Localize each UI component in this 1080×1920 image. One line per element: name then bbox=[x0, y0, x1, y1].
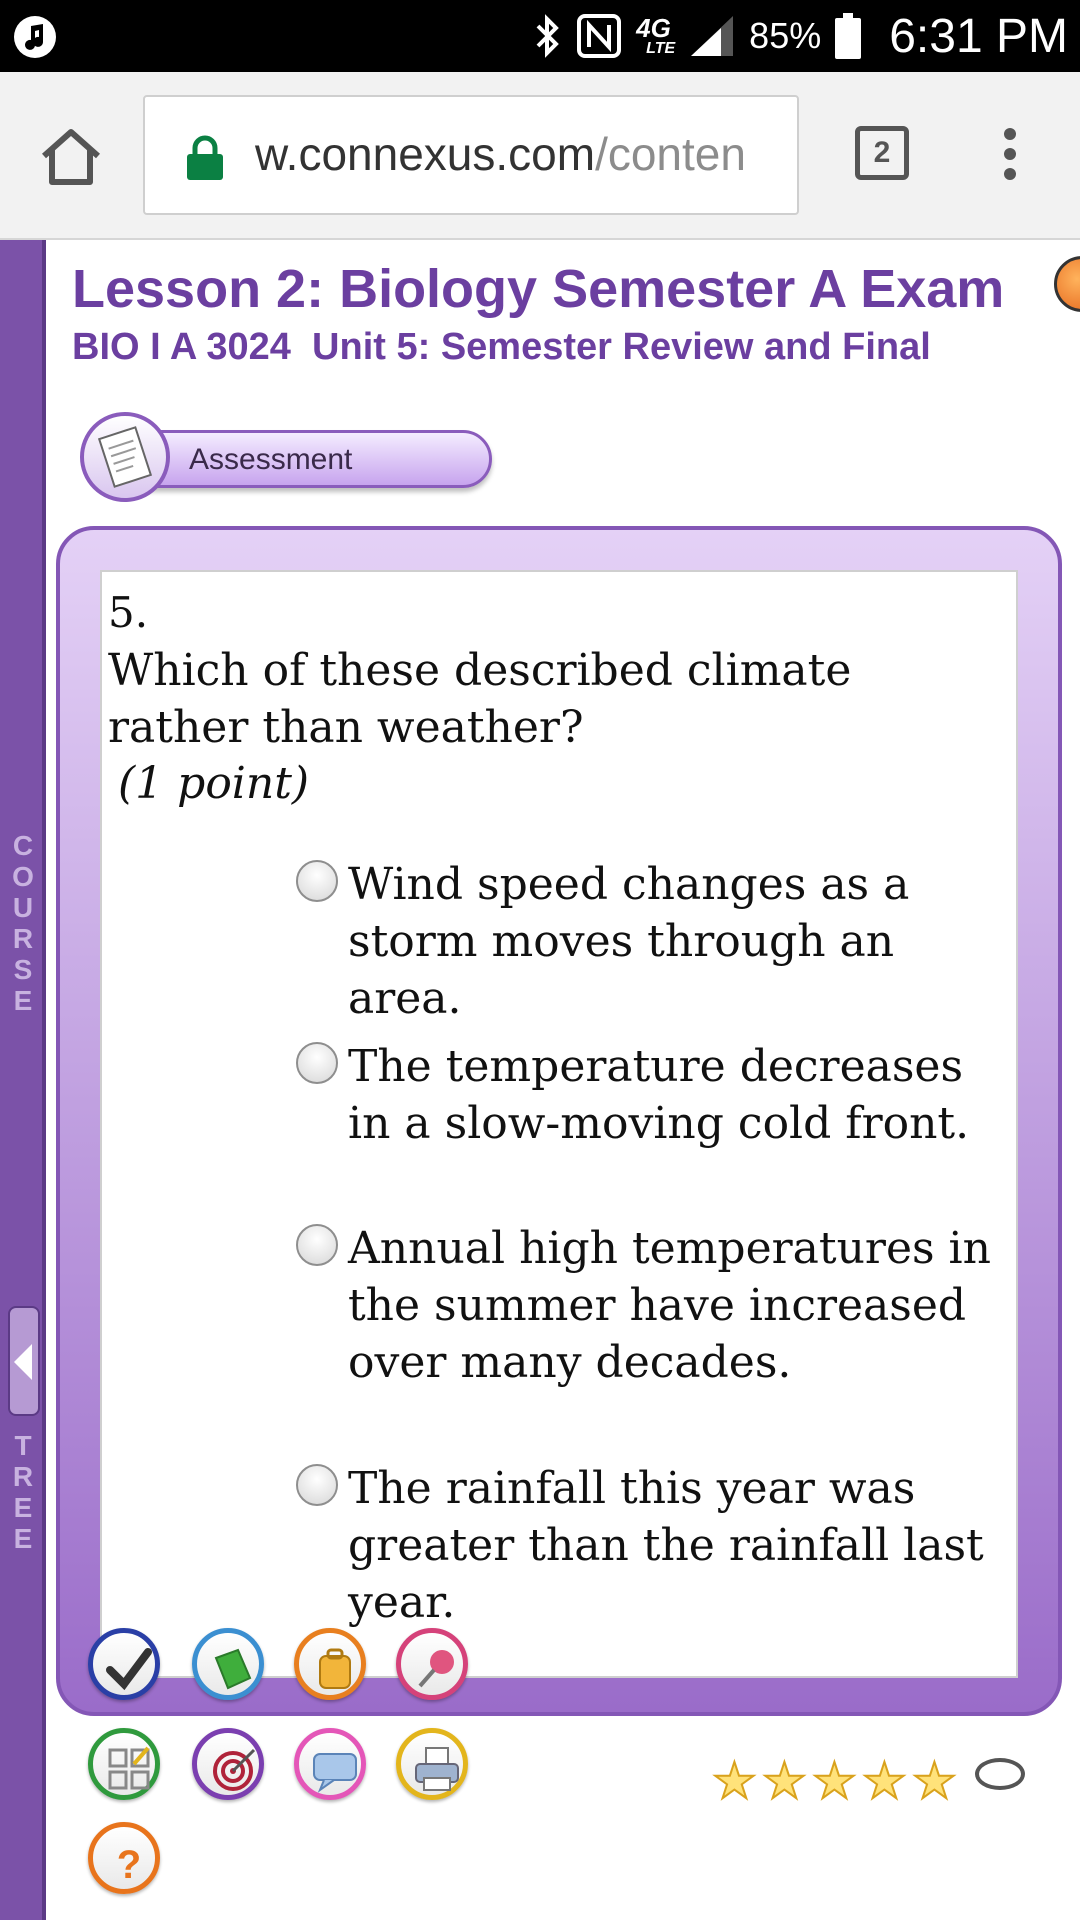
grid-icon[interactable] bbox=[88, 1728, 160, 1800]
pushpin-icon[interactable] bbox=[396, 1628, 468, 1700]
battery-percent: 85% bbox=[749, 15, 822, 56]
star-2[interactable]: ★ bbox=[762, 1753, 807, 1809]
course-tree-toggle[interactable] bbox=[8, 1306, 40, 1416]
lock-icon bbox=[185, 135, 225, 181]
course-tree-letter: E bbox=[13, 985, 33, 1016]
answer-radio[interactable] bbox=[296, 1464, 338, 1506]
music-icon bbox=[14, 16, 56, 58]
answer-text[interactable]: Wind speed changes as a storm moves through an area. bbox=[348, 859, 910, 1024]
comment-icon[interactable] bbox=[975, 1758, 1025, 1790]
globe-icon[interactable] bbox=[1054, 256, 1080, 312]
target-icon[interactable] bbox=[192, 1728, 264, 1800]
question-content bbox=[100, 570, 1018, 1678]
browser-toolbar bbox=[0, 72, 1080, 240]
home-icon[interactable] bbox=[38, 124, 104, 190]
course-tree-letter: E bbox=[13, 1523, 33, 1554]
printer-icon[interactable] bbox=[396, 1728, 468, 1800]
course-tree-label-top bbox=[0, 830, 46, 1016]
answer-radio[interactable] bbox=[296, 1224, 338, 1266]
course-tree-letter: E bbox=[13, 1492, 33, 1523]
course-tree-letter: C bbox=[12, 830, 34, 861]
question-text: Which of these described climate rather than weather? bbox=[108, 645, 852, 753]
tab-switcher-button[interactable]: 2 bbox=[855, 126, 909, 180]
answer-text[interactable]: The rainfall this year was greater than the rainfall last year. bbox=[348, 1463, 984, 1628]
course-subtitle: BIO I A 3024 Unit 5: Semester Review and Final bbox=[72, 326, 931, 368]
help-icon[interactable] bbox=[88, 1822, 160, 1894]
course-tree-letter: R bbox=[12, 923, 34, 954]
bluetooth-icon bbox=[534, 14, 562, 58]
checkmark-icon[interactable] bbox=[88, 1628, 160, 1700]
answer-radio[interactable] bbox=[296, 1042, 338, 1084]
star-3[interactable]: ★ bbox=[812, 1753, 857, 1809]
star-1[interactable]: ★ bbox=[712, 1753, 757, 1809]
course-tree-letter: T bbox=[14, 1430, 32, 1461]
answer-radio[interactable] bbox=[296, 860, 338, 902]
course-tree-letter: O bbox=[12, 861, 34, 892]
svg-text:?: ? bbox=[116, 1843, 142, 1887]
network-type: 4G LTE bbox=[636, 13, 676, 57]
menu-dots-icon[interactable] bbox=[995, 128, 1025, 188]
course-tree-letter: R bbox=[12, 1461, 34, 1492]
course-tree-sidebar[interactable] bbox=[0, 240, 46, 1920]
book-icon[interactable] bbox=[192, 1628, 264, 1700]
battery-icon bbox=[835, 13, 861, 59]
answer-text[interactable]: Annual high temperatures in the summer have increased over many decades. bbox=[348, 1223, 991, 1388]
document-icon bbox=[80, 412, 170, 502]
question-number: 5. bbox=[108, 588, 149, 637]
question-points: (1 point) bbox=[118, 758, 310, 809]
url-text: w.connexus.com/conten bbox=[255, 128, 746, 180]
chat-icon[interactable] bbox=[294, 1728, 366, 1800]
answer-text[interactable]: The temperature decreases in a slow-moving cold front. bbox=[348, 1041, 970, 1149]
star-4[interactable]: ★ bbox=[862, 1753, 907, 1809]
assessment-label: Assessment bbox=[189, 443, 353, 476]
nfc-icon bbox=[576, 13, 622, 59]
url-bar[interactable] bbox=[143, 95, 799, 215]
page-title: Lesson 2: Biology Semester A Exam bbox=[72, 259, 1005, 319]
course-tree-label-bottom bbox=[0, 1430, 46, 1554]
status-bar bbox=[0, 0, 1080, 72]
course-tree-letter: U bbox=[12, 892, 34, 923]
course-tree-letter: S bbox=[13, 954, 33, 985]
star-5[interactable]: ★ bbox=[912, 1753, 957, 1809]
backpack-icon[interactable] bbox=[294, 1628, 366, 1700]
signal-icon bbox=[689, 14, 735, 58]
question-panel bbox=[56, 526, 1062, 1716]
clock: 6:31 PM bbox=[889, 9, 1068, 63]
